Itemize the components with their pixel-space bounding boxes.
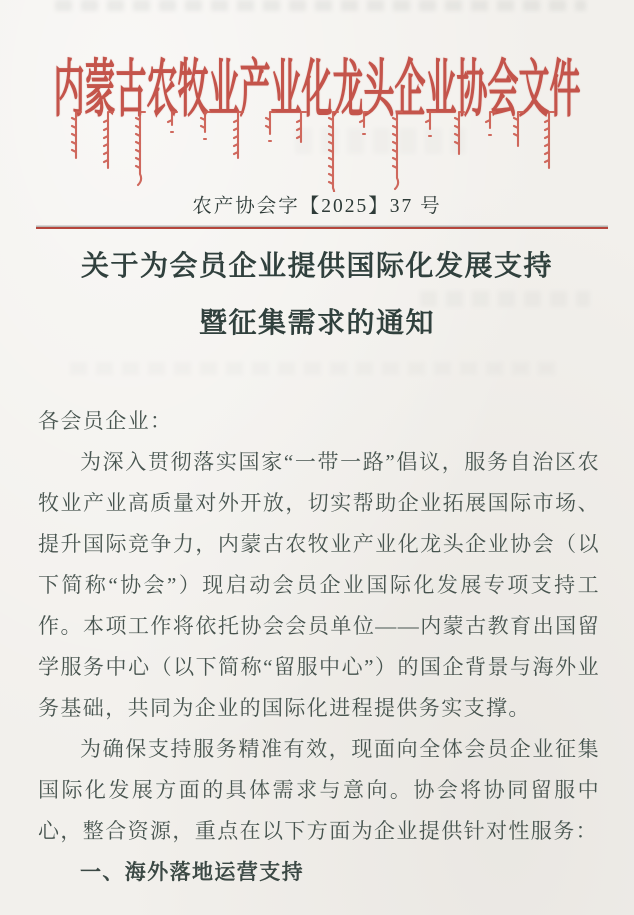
- document-title-line1: 关于为会员企业提供国际化发展支持: [80, 251, 553, 282]
- body-paragraph: 为深入贯彻落实国家“一带一路”倡议，服务自治区农牧业产业高质量对外开放，切实帮助企业拓展国际市场、提升国际竞争力，内蒙古农牧业产业化龙头企业协会（以下简称“协会”）现启动会员企业国际化发展专项支持工作。本项工作将依托协会会员单位——内蒙古教育出国留学服务中心（以下简称“留服中心”）的国企背景与海外业务基础，共同为企业的国际化进程提供务实支撑。: [38, 450, 600, 720]
- section-heading-1: 一、海外落地运营支持: [80, 860, 304, 884]
- document-title-line2: 暨征集需求的通知: [198, 308, 435, 339]
- letterhead-org-title: 内蒙古农牧业产业化龙头企业协会文件: [53, 54, 581, 125]
- salutation: 各会员企业：: [38, 409, 173, 433]
- document-body: [38, 401, 600, 893]
- document-title: [0, 247, 634, 344]
- mongolian-script: [0, 104, 634, 192]
- bleedthrough-artifact: [55, 0, 586, 11]
- doc-number: 农产协会字【2025】37 号: [192, 196, 442, 217]
- body-paragraph: 为确保支持服务精准有效，现面向全体会员企业征集国际化发展方面的具体需求与意向。协会将协同留服中心，整合资源，重点在以下方面为企业提供针对性服务：: [38, 737, 600, 843]
- bleedthrough-artifact: [70, 362, 564, 375]
- red-divider-line: [36, 227, 608, 229]
